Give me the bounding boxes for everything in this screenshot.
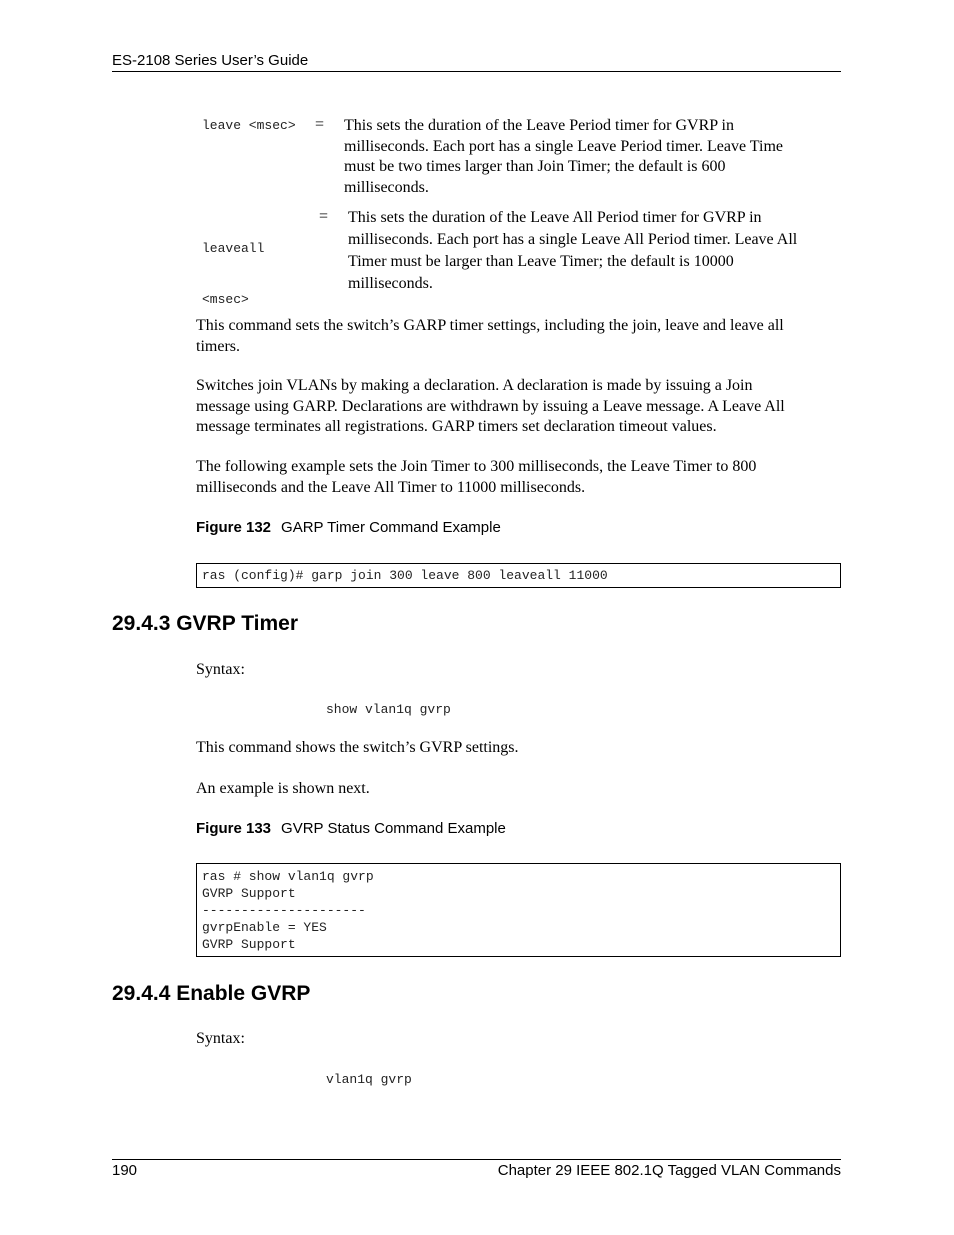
paragraph-line: message using GARP. Declarations are withdrawn by issuing a Leave message. A Leave All [196, 397, 785, 415]
param-equals: = [319, 208, 329, 225]
code-box-figure-133 [196, 863, 841, 957]
figure-label: Figure 132 [196, 519, 272, 536]
paragraph-garp-timer [196, 316, 841, 357]
param-name-leaveall [202, 206, 264, 325]
figure-caption-text: GARP Timer Command Example [281, 519, 501, 536]
paragraph-line: The following example sets the Join Timer to 300 milliseconds, the Leave Timer to 800 [196, 458, 757, 475]
paragraph-example-next: An example is shown next. [196, 780, 370, 797]
param-equals: = [315, 116, 325, 133]
header-rule [112, 71, 841, 72]
paragraph-example-intro [196, 457, 841, 498]
code-line: ras (config)# garp join 300 leave 800 leaveall 11000 [202, 568, 608, 583]
syntax-code: show vlan1q gvrp [326, 702, 451, 717]
section-heading-gvrp-timer: 29.4.3 GVRP Timer [112, 612, 298, 635]
code-line: ras # show vlan1q gvrp [202, 869, 374, 884]
param-name-leave [202, 117, 296, 134]
param-desc-line: must be two times larger than Join Timer; the default is 600 [344, 158, 726, 175]
code-box-figure-132 [196, 563, 841, 588]
param-desc-line: Timer must be larger than Leave Timer; the default is 10000 [348, 253, 734, 270]
figure-132-caption [196, 519, 501, 536]
paragraph-line: message terminates all registrations. GARP timers set declaration timeout values. [196, 418, 717, 435]
section-heading-enable-gvrp: 29.4.4 Enable GVRP [112, 982, 311, 1005]
paragraph-line: timers. [196, 337, 240, 355]
code-line: GVRP Support [202, 937, 296, 952]
page-number: 190 [112, 1162, 138, 1179]
page-header-title: ES-2108 Series User’s Guide [112, 52, 309, 69]
param-desc-line: milliseconds. Each port has a single Leave All Period timer. Leave All [348, 231, 798, 248]
paragraph-line: milliseconds and the Leave All Timer to 11000 milliseconds. [196, 478, 586, 496]
code-line: GVRP Support [202, 886, 296, 901]
paragraph-line: This command sets the switch’s GARP timer settings, including the join, leave and leave all [196, 317, 784, 334]
param-desc-line: This sets the duration of the Leave Period timer for GVRP in [344, 117, 734, 134]
param-desc-line: milliseconds. [348, 275, 433, 292]
param-name-line: leave <msec> [202, 118, 296, 133]
footer-rule [112, 1159, 841, 1160]
footer-chapter-title: Chapter 29 IEEE 802.1Q Tagged VLAN Commands [497, 1162, 841, 1179]
figure-caption-text: GVRP Status Command Example [281, 820, 506, 837]
param-name-line: <msec> [202, 292, 249, 307]
code-line: --------------------- [202, 903, 366, 918]
param-desc-line: milliseconds. Each port has a single Leave Period timer. Leave Time [344, 137, 784, 155]
paragraph-declarations [196, 376, 841, 438]
figure-133-caption [196, 820, 506, 837]
syntax-label: Syntax: [196, 1030, 245, 1047]
figure-label: Figure 133 [196, 820, 272, 837]
paragraph-line: Switches join VLANs by making a declaration. A declaration is made by issuing a Join [196, 377, 753, 394]
param-desc-line: This sets the duration of the Leave All Period timer for GVRP in [348, 209, 762, 226]
code-line: gvrpEnable = YES [202, 920, 327, 935]
param-desc-leaveall [348, 207, 841, 295]
syntax-code: vlan1q gvrp [326, 1072, 412, 1087]
param-name-line: leaveall [202, 241, 265, 256]
paragraph-gvrp-settings: This command shows the switch’s GVRP settings. [196, 739, 519, 756]
param-desc-leave [344, 116, 841, 198]
syntax-label: Syntax: [196, 661, 245, 678]
param-desc-line: milliseconds. [344, 178, 429, 196]
